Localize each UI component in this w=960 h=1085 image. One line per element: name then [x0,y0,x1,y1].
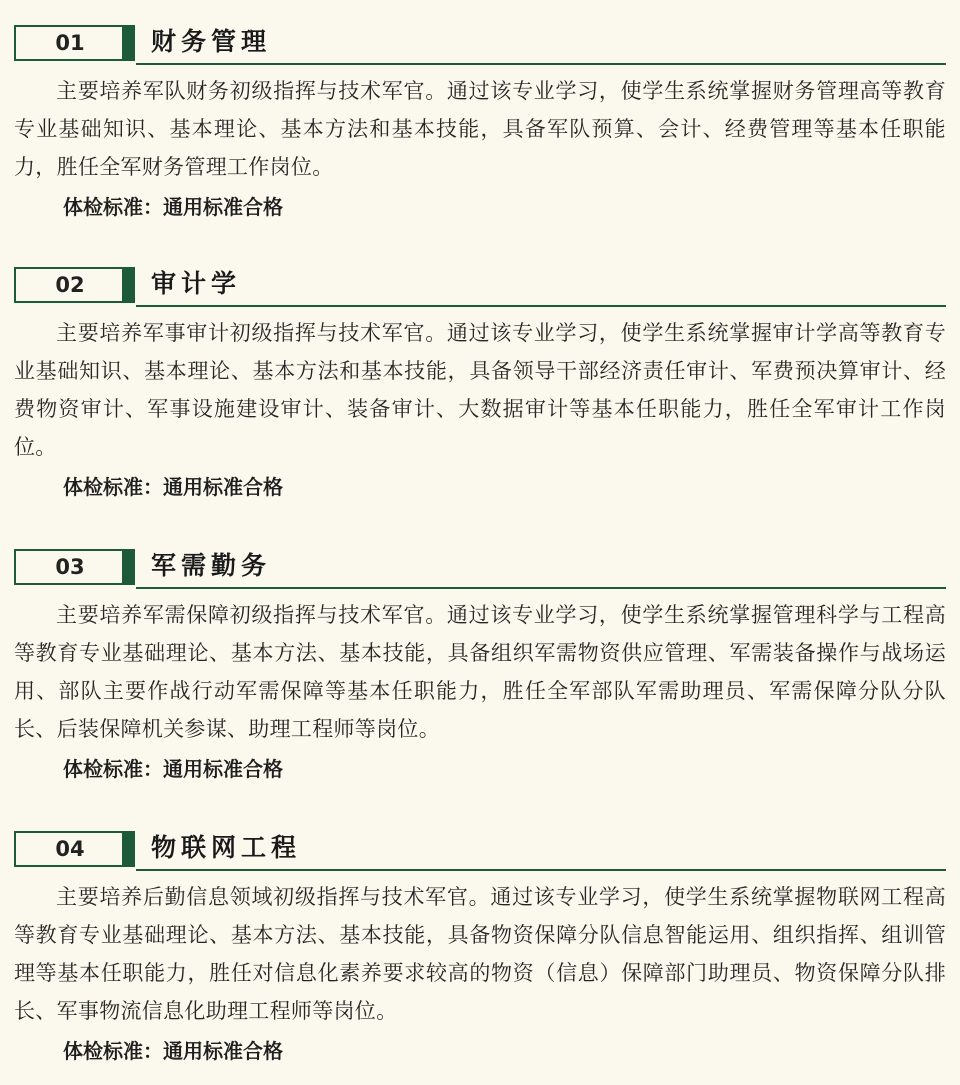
section-header [0,264,960,314]
section-number: 01 [14,25,126,61]
section-number: 04 [14,831,126,867]
section-description: 主要培养军事审计初级指挥与技术军官。通过该专业学习，使学生系统掌握审计学高等教育专业基础知识、基本理论、基本方法和基本技能，具备领导干部经济责任审计、军费预决算审计、经费物资审计、军事设施建设审计、装备审计、大数据审计等基本任职能力，胜任全军审计工作岗位。 [14,321,946,459]
section-header [0,828,960,878]
section-03 [0,546,960,787]
section-title: 审计学 [151,269,242,298]
physical-standard: 体检标准：通用标准合格 [63,757,283,781]
section-number-bar [122,549,135,585]
section-number: 02 [14,267,126,303]
section-description: 主要培养后勤信息领域初级指挥与技术军官。通过该专业学习，使学生系统掌握物联网工程高等教育专业基础理论、基本方法、基本技能，具备物资保障分队信息智能运用、组织指挥、组训管理等基本任职能力，胜任对信息化素养要求较高的物资（信息）保障部门助理员、物资保障分队排长、军事物流信息化助理工程师等岗位。 [14,885,946,1023]
section-title: 军需勤务 [151,551,272,580]
section-divider [136,869,946,871]
physical-standard: 体检标准：通用标准合格 [63,1039,283,1063]
section-01 [0,22,960,225]
physical-standard: 体检标准：通用标准合格 [63,475,283,499]
section-number: 03 [14,549,126,585]
section-04 [0,828,960,1069]
section-number-bar [122,25,135,61]
section-divider [136,305,946,307]
section-number-bar [122,267,135,303]
section-title: 物联网工程 [151,833,302,862]
section-divider [136,63,946,65]
section-description: 主要培养军队财务初级指挥与技术军官。通过该专业学习，使学生系统掌握财务管理高等教育专业基础知识、基本理论、基本方法和基本技能，具备军队预算、会计、经费管理等基本任职能力，胜任全军财务管理工作岗位。 [14,79,946,179]
section-header [0,546,960,596]
section-divider [136,587,946,589]
section-description: 主要培养军需保障初级指挥与技术军官。通过该专业学习，使学生系统掌握管理科学与工程高等教育专业基础理论、基本方法、基本技能，具备组织军需物资供应管理、军需装备操作与战场运用、部队主要作战行动军需保障等基本任职能力，胜任全军部队军需助理员、军需保障分队分队长、后装保障机关参谋、助理工程师等岗位。 [14,603,946,741]
section-header [0,22,960,72]
section-title: 财务管理 [151,27,272,56]
physical-standard: 体检标准：通用标准合格 [63,195,283,219]
section-02 [0,264,960,505]
section-number-bar [122,831,135,867]
